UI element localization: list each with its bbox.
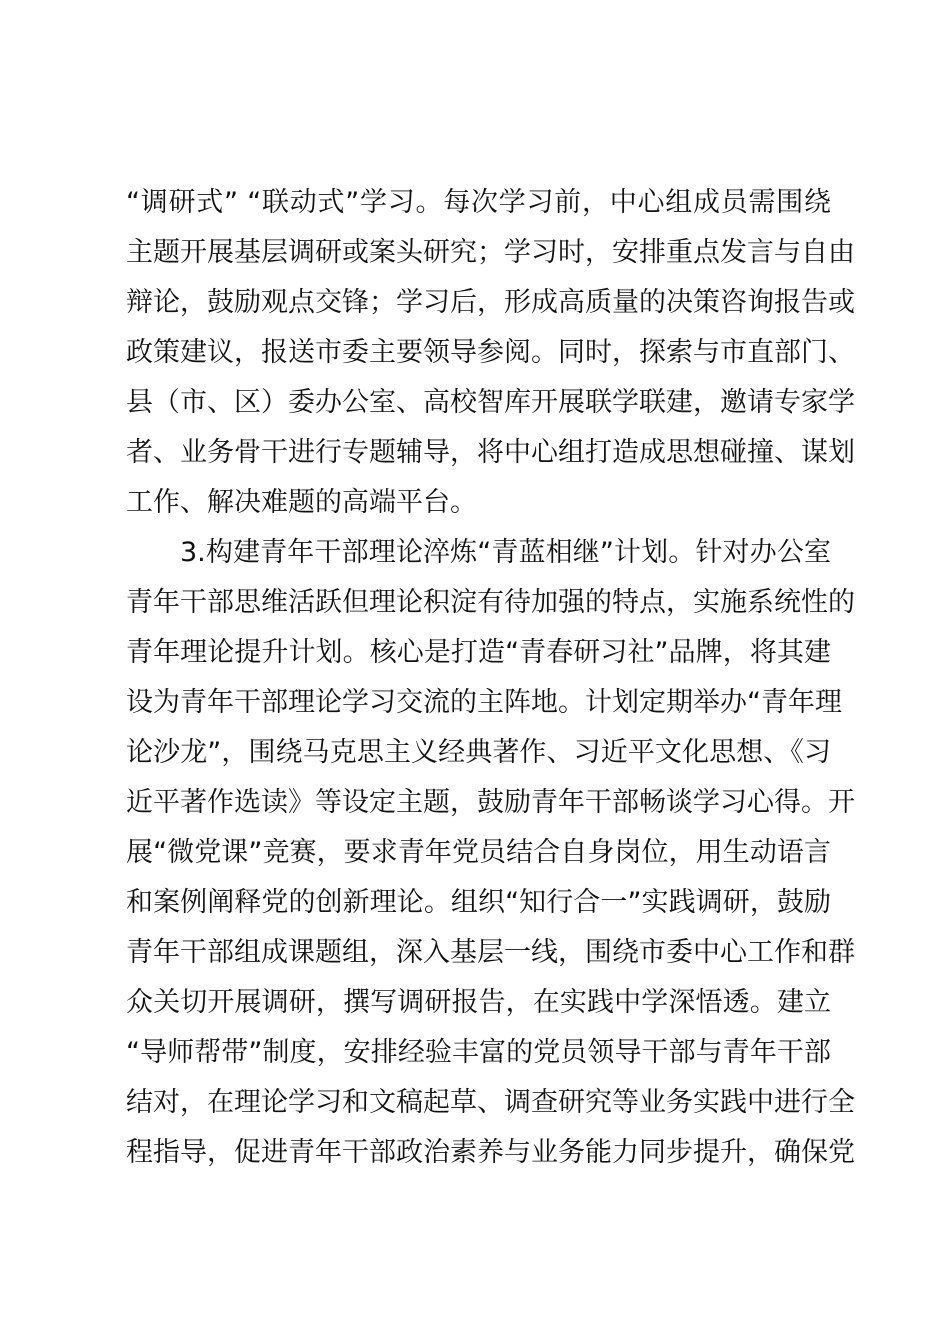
paragraph-line: “导师帮带”制度，安排经验丰富的党员领导干部与青年干部 (126, 1037, 831, 1068)
paragraph-line: 展“微党课”竞赛，要求青年党员结合自身岗位，用生动语言 (126, 837, 831, 868)
paragraph-line: 主题开展基层调研或案头研究；学习时，安排重点发言与自由 (126, 237, 855, 268)
paragraph-line: 青年干部思维活跃但理论积淀有待加强的特点，实施系统性的 (126, 587, 855, 618)
paragraph-line: 青年干部组成课题组，深入基层一线，围绕市委中心工作和群 (126, 937, 855, 968)
paragraph-line: 结对，在理论学习和文稿起草、调查研究等业务实践中进行全 (126, 1087, 855, 1118)
paragraph-line: 和案例阐释党的创新理论。组织“知行合一”实践调研，鼓励 (126, 887, 831, 918)
paragraph-line: 设为青年干部理论学习交流的主阵地。计划定期举办“青年理 (126, 687, 842, 718)
paragraph-line: 青年理论提升计划。核心是打造“青春研习社”品牌，将其建 (126, 637, 831, 668)
paragraph-line: 程指导，促进青年干部政治素养与业务能力同步提升，确保党 (126, 1137, 855, 1168)
paragraph-line: 众关切开展调研，撰写调研报告，在实践中学深悟透。建立 (126, 987, 831, 1018)
paragraph-line: 者、业务骨干进行专题辅导，将中心组打造成思想碰撞、谋划 (126, 437, 855, 468)
paragraph-line: 辩论，鼓励观点交锋；学习后，形成高质量的决策咨询报告或 (126, 287, 855, 318)
paragraph-line: 近平著作选读》等设定主题，鼓励青年干部畅谈学习心得。开 (126, 787, 855, 818)
paragraph-line: 论沙龙”，围绕马克思主义经典著作、习近平文化思想、《习 (126, 737, 831, 768)
paragraph-line: 政策建议，报送市委主要领导参阅。同时，探索与市直部门、 (126, 337, 855, 368)
paragraph-line: “调研式” “联动式”学习。每次学习前，中心组成员需围绕 (126, 187, 831, 218)
paragraph-line: 县（市、区）委办公室、高校智库开展联学联建，邀请专家学 (126, 387, 855, 418)
paragraph-line: 工作、解决难题的高端平台。 (126, 487, 477, 518)
section-heading-line: 3.构建青年干部理论淬炼“青蓝相继”计划。针对办公室 (180, 537, 831, 568)
